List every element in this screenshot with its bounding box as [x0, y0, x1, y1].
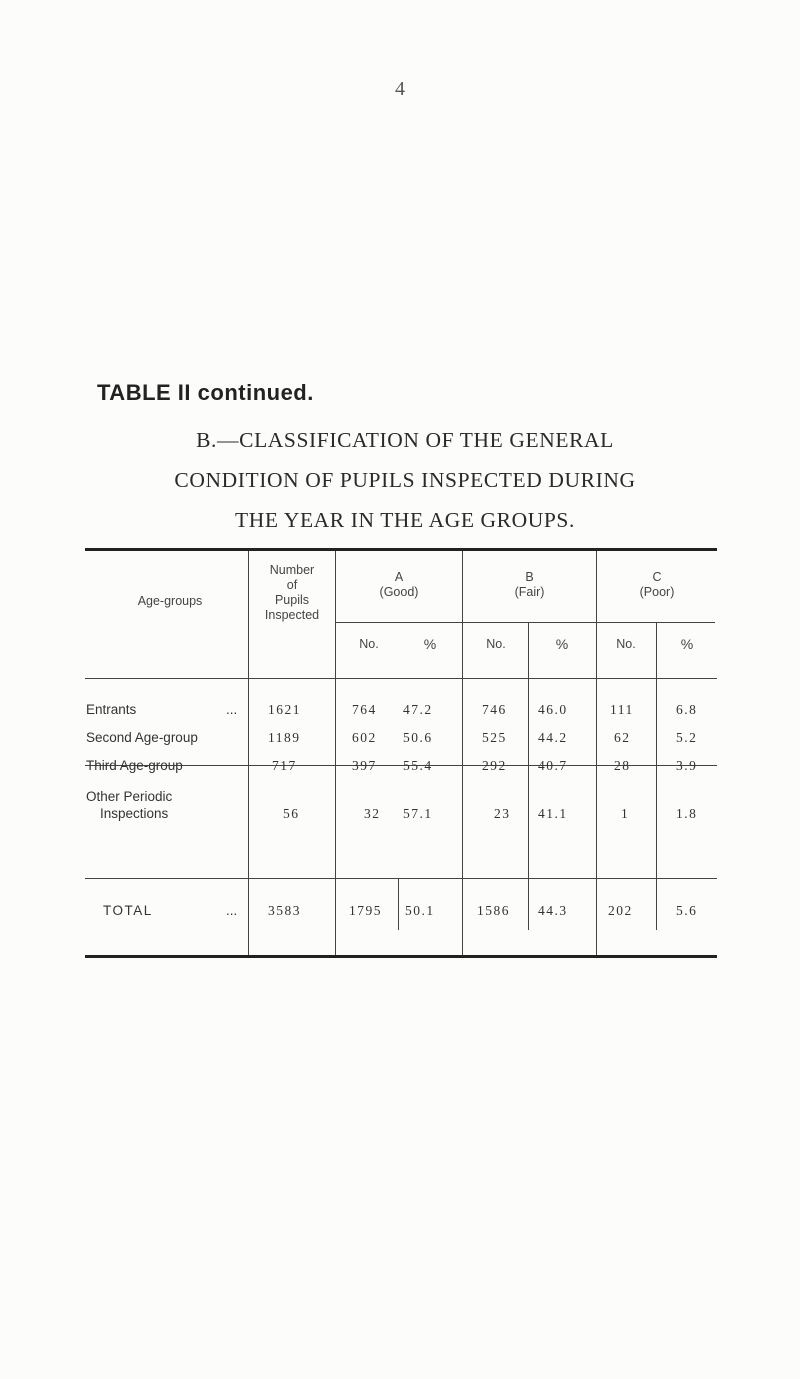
other-b-pct: 41.1: [538, 806, 568, 821]
total-dots: ...: [226, 903, 238, 918]
col-divider-c-inner: [656, 622, 657, 930]
other-b-no: 23: [494, 806, 511, 821]
row-number: 1189: [268, 730, 301, 745]
row-number: 717: [272, 758, 297, 773]
table-bottom-rule: [85, 955, 717, 958]
header-number-line2: of: [286, 578, 298, 592]
col-divider-a-inner: [398, 878, 399, 930]
subtitle-line-1: B.—CLASSIFICATION OF THE GENERAL: [196, 428, 614, 452]
total-b-no: 1586: [477, 903, 510, 918]
total-number: 3583: [268, 903, 301, 918]
header-a-label: (Good): [379, 585, 419, 599]
header-number-of-pupils: [250, 563, 334, 623]
header-b-pct: %: [555, 636, 569, 652]
header-b-no: No.: [486, 637, 506, 651]
row-a-no: 764: [352, 702, 377, 717]
row-number: 1621: [268, 702, 301, 717]
header-group-c: [597, 570, 717, 600]
row-dots: ...: [226, 702, 238, 717]
header-c-pct: %: [680, 636, 694, 652]
subheader-rule: [336, 622, 715, 623]
col-divider-b-c: [596, 551, 597, 955]
other-a-pct: 57.1: [403, 806, 433, 821]
table-top-rule: [85, 548, 717, 551]
header-a-pct: %: [423, 636, 437, 652]
page-number: 4: [395, 78, 405, 100]
row-c-pct: 5.2: [676, 730, 698, 745]
row-b-pct: 40.7: [538, 758, 568, 773]
header-number-line4: Inspected: [264, 608, 320, 622]
other-label-line1: Other Periodic: [86, 789, 173, 804]
header-c-label: (Poor): [639, 585, 675, 599]
header-c-no: No.: [616, 637, 636, 651]
row-b-no: 746: [482, 702, 507, 717]
other-c-no: 1: [621, 806, 630, 821]
header-age-groups: Age-groups: [137, 594, 203, 608]
total-c-pct: 5.6: [676, 903, 698, 918]
row-a-pct: 50.6: [403, 730, 433, 745]
row-b-no: 525: [482, 730, 507, 745]
col-divider-number: [335, 551, 336, 955]
subtitle-line-2: CONDITION OF PUPILS INSPECTED DURING: [174, 468, 636, 492]
header-c-letter: C: [652, 570, 662, 584]
other-number: 56: [283, 806, 300, 821]
row-b-pct: 44.2: [538, 730, 568, 745]
total-a-pct: 50.1: [405, 903, 435, 918]
row-c-no: 28: [614, 758, 631, 773]
total-b-pct: 44.3: [538, 903, 568, 918]
header-bottom-rule: [85, 678, 717, 679]
row-label: Second Age-group: [86, 730, 198, 745]
total-c-no: 202: [608, 903, 633, 918]
row-b-pct: 46.0: [538, 702, 568, 717]
other-c-pct: 1.8: [676, 806, 698, 821]
total-a-no: 1795: [349, 903, 382, 918]
row-label: Third Age-group: [86, 758, 183, 773]
row-c-no: 62: [614, 730, 631, 745]
row-a-pct: 47.2: [403, 702, 433, 717]
header-number-line3: Pupils: [274, 593, 310, 607]
table-title: TABLE II continued.: [97, 380, 314, 405]
row-a-no: 397: [352, 758, 377, 773]
row-a-pct: 55.4: [403, 758, 433, 773]
col-divider-age: [248, 551, 249, 955]
row-a-no: 602: [352, 730, 377, 745]
other-a-no: 32: [364, 806, 381, 821]
col-divider-a-b: [462, 551, 463, 955]
header-a-no: No.: [359, 637, 379, 651]
row-c-pct: 3.9: [676, 758, 698, 773]
total-top-rule: [85, 878, 717, 879]
row-label: Entrants: [86, 702, 137, 717]
subtitle-line-3: THE YEAR IN THE AGE GROUPS.: [235, 508, 575, 532]
header-number-line1: Number: [269, 563, 315, 577]
total-label: TOTAL: [103, 903, 153, 918]
header-a-letter: A: [394, 570, 404, 584]
header-group-b: [463, 570, 596, 600]
other-label-line2: Inspections: [100, 806, 169, 821]
header-b-letter: B: [525, 570, 534, 584]
col-divider-b-inner: [528, 622, 529, 930]
row-b-no: 292: [482, 758, 507, 773]
header-group-a: [336, 570, 462, 600]
row-c-pct: 6.8: [676, 702, 698, 717]
row-c-no: 111: [610, 702, 634, 717]
header-b-label: (Fair): [514, 585, 545, 599]
